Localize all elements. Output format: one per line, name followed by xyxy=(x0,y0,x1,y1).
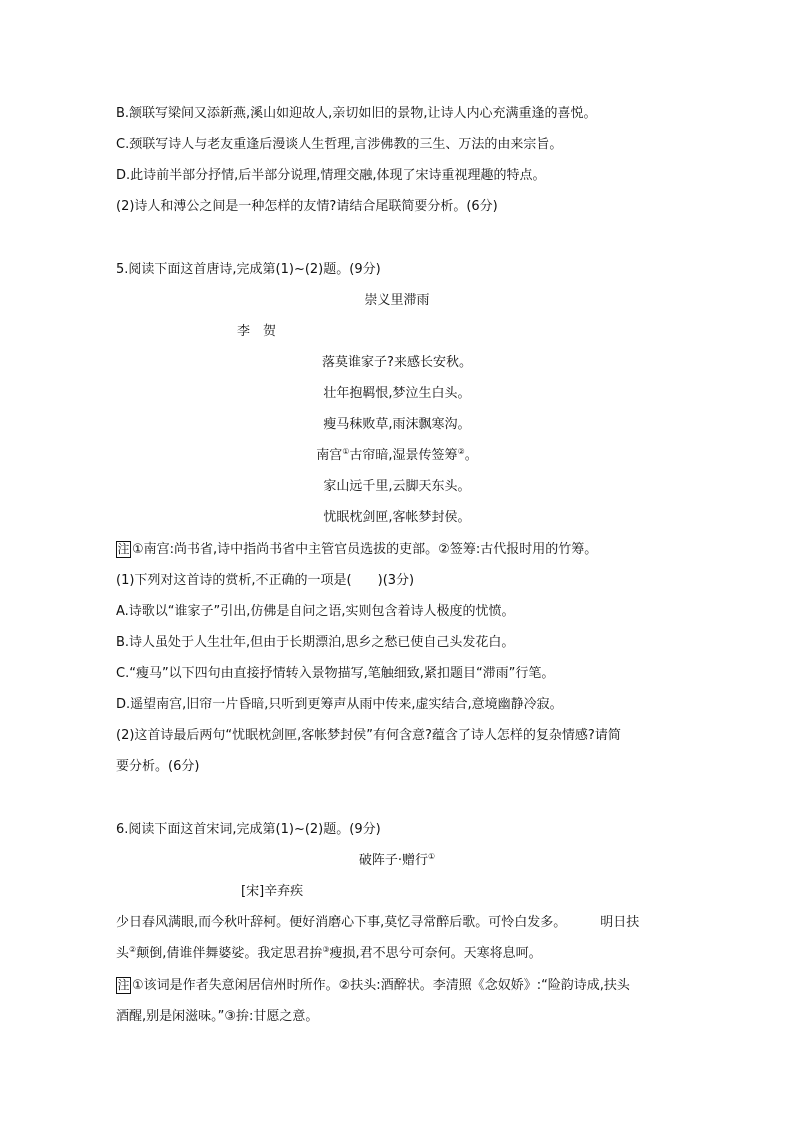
q5-sub-question-1: (1)下列对这首诗的赏析,不正确的一项是( )(3分) xyxy=(116,573,415,588)
q5-poem-line-1: 落莫谁家子?来感长安秋。 xyxy=(322,355,472,370)
q6-poem-title: 破阵子·赠行① xyxy=(358,852,436,868)
q6-body-line-2: 头②颠倒,倩谁伴舞婆娑。我定思君拚③瘦损,君不思兮可奈何。天寒将息呵。 xyxy=(116,945,542,961)
q4-option-b: B.颔联写梁间又添新燕,溪山如迎故人,亲切如旧的景物,让诗人内心充满重逢的喜悦。 xyxy=(116,106,597,121)
q5-option-b: B.诗人虽处于人生壮年,但由于长期漂泊,思乡之愁已使自己头发花白。 xyxy=(116,635,515,650)
q4-option-c: C.颈联写诗人与老友重逢后漫谈人生哲理,言涉佛教的三生、万法的由来宗旨。 xyxy=(116,137,563,152)
q5-option-d: D.遥望南宫,旧帘一片昏暗,只听到更筹声从雨中传来,虚实结合,意境幽静冷寂。 xyxy=(116,697,563,712)
note-mark-icon: 注 xyxy=(117,542,130,556)
q6-stem: 6.阅读下面这首宋词,完成第(1)~(2)题。(9分) xyxy=(116,822,381,837)
q5-option-a: A.诗歌以“谁家子”引出,仿佛是自问之语,实则包含着诗人极度的忧愤。 xyxy=(116,604,515,619)
q4-option-d: D.此诗前半部分抒情,后半部分说理,情理交融,体现了宋诗重视理趣的特点。 xyxy=(116,168,546,183)
q5-poem-line-6: 忧眠枕剑匣,客帐梦封侯。 xyxy=(323,510,471,525)
q5-sub-question-2-line-1: (2)这首诗最后两句“忧眠枕剑匣,客帐梦封侯”有何含意?蕴含了诗人怎样的复杂情感?请简 xyxy=(116,728,621,743)
q5-stem: 5.阅读下面这首唐诗,完成第(1)~(2)题。(9分) xyxy=(116,262,381,277)
q5-poem-author: 李 贺 xyxy=(237,324,277,339)
q6-poem-author: [宋]辛弃疾 xyxy=(241,884,304,899)
q5-poem-line-5: 家山远千里,云脚天东头。 xyxy=(323,479,471,494)
q6-body-line-1: 少日春风满眼,而今秋叶辞柯。便好消磨心下事,莫忆寻常醉后歌。可怜白发多。 明日扶 xyxy=(116,915,640,930)
q5-poem-line-4: 南宫①古帘暗,湿景传签筹②。 xyxy=(316,447,478,463)
q4-sub-question-2: (2)诗人和溥公之间是一种怎样的友情?请结合尾联简要分析。(6分) xyxy=(116,199,498,214)
q5-poem-title: 崇义里滞雨 xyxy=(364,293,430,308)
q5-sub-question-2-line-2: 要分析。(6分) xyxy=(116,759,200,774)
q5-note: 注 ①南宫:尚书省,诗中指尚书省中主管官员选拔的吏部。②签筹:古代报时用的竹筹。 xyxy=(117,542,598,557)
q5-poem-line-2: 壮年抱羁恨,梦泣生白头。 xyxy=(323,386,471,401)
q6-note-line-1: 注 ①该词是作者失意闲居信州时所作。②扶头:酒醉状。李清照《念奴娇》:“险韵诗成,扶头 xyxy=(117,978,630,993)
q5-option-c: C.“瘦马”以下四句由直接抒情转入景物描写,笔触细致,紧扣题目“滞雨”行笔。 xyxy=(116,666,555,681)
q5-poem-line-3: 瘦马秣败草,雨沫飘寒沟。 xyxy=(323,417,471,432)
note-mark-icon: 注 xyxy=(117,978,130,992)
q6-note-line-2: 酒醒,别是闲滋味。”③拚:甘愿之意。 xyxy=(116,1009,319,1024)
